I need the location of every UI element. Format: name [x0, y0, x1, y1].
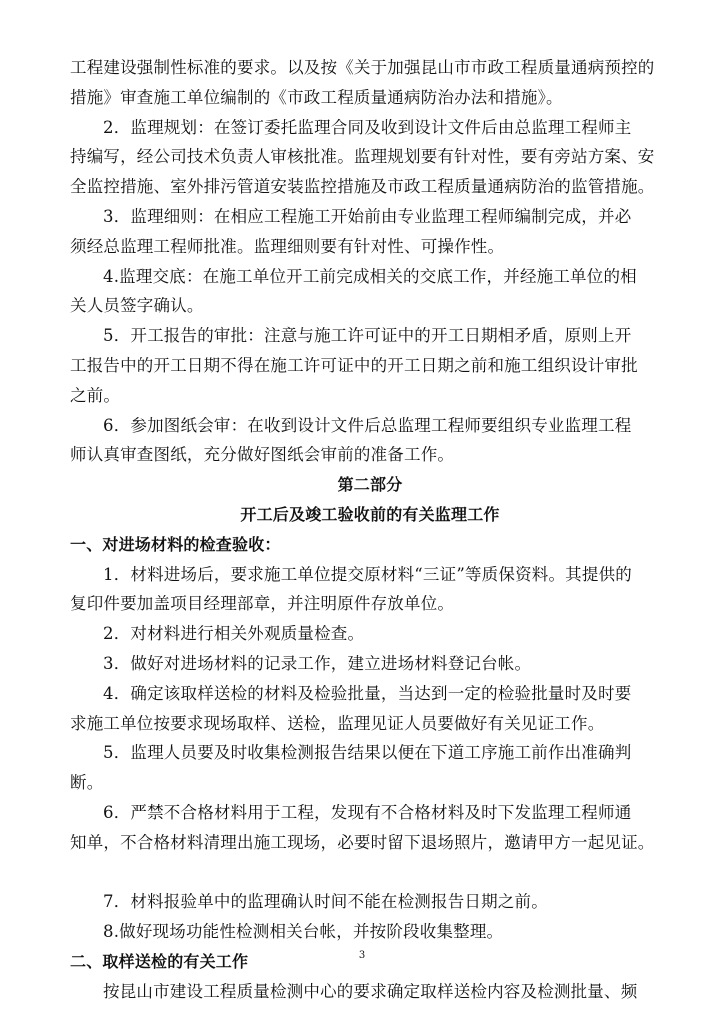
body-line: 1．材料进场后，要求施工单位提交原材料“三证”等质保资料。其提供的 [103, 564, 632, 584]
body-line: 全监控措施、室外排污管道安装监控措施及市政工程质量通病防治的监管措施。 [70, 177, 655, 197]
body-line: 之前。 [70, 385, 121, 405]
section-subtitle: 开工后及竣工验收前的有关监理工作 [240, 504, 500, 524]
body-line: 求施工单位按要求现场取样、送检，监理见证人员要做好有关见证工作。 [70, 713, 605, 733]
body-line: 关人员签字确认。 [70, 296, 204, 316]
body-line: 5．监理人员要及时收集检测报告结果以便在下道工序施工前作出准确判 [103, 743, 632, 763]
body-line: 师认真审查图纸，充分做好图纸会审前的准备工作。 [70, 445, 455, 465]
page-number: 3 [358, 950, 366, 961]
body-line: 须经总监理工程师批准。监理细则要有针对性、可操作性。 [70, 236, 505, 256]
body-line: 6．参加图纸会审：在收到设计文件后总监理工程师要组织专业监理工程 [103, 415, 632, 435]
section-title: 第二部分 [337, 475, 403, 495]
body-line: 按昆山市建设工程质量检测中心的要求确定取样送检内容及检测批量、频 [103, 981, 638, 1001]
section-heading: 二、取样送检的有关工作 [70, 951, 249, 971]
body-line: 2．对材料进行相关外观质量检查。 [103, 624, 365, 644]
body-line: 知单，不合格材料清理出施工现场，必要时留下退场照片，邀请甲方一起见证。 [70, 832, 655, 852]
body-line: 4.监理交底：在施工单位开工前完成相关的交底工作，并经施工单位的相 [103, 266, 637, 286]
body-line: 4．确定该取样送检的材料及检验批量，当达到一定的检验批量时及时要 [103, 683, 632, 703]
body-line: 8.做好现场功能性检测相关台帐，并按阶段收集整理。 [103, 922, 504, 942]
body-line: 断。 [70, 773, 104, 793]
blank-line [70, 858, 670, 888]
body-line: 3．监理细则：在相应工程施工开始前由专业监理工程师编制完成，并必 [103, 206, 632, 226]
body-line: 2．监理规划：在签订委托监理合同及收到设计文件后由总监理工程师主 [103, 117, 632, 137]
body-line: 复印件要加盖项目经理部章，并注明原件存放单位。 [70, 594, 455, 614]
body-line: 工报告中的开工日期不得在施工许可证中的开工日期之前和施工组织设计审批 [70, 355, 638, 375]
body-line: 6．严禁不合格材料用于工程，发现有不合格材料及时下发监理工程师通 [103, 802, 632, 822]
body-line: 7．材料报验单中的监理确认时间不能在检测报告日期之前。 [103, 892, 548, 912]
section-heading: 一、对进场材料的检查验收： [70, 534, 281, 554]
document-body [70, 53, 670, 1007]
body-line: 措施》审查施工单位编制的《市政工程质量通病防治办法和措施》。 [70, 87, 563, 107]
body-line: 3．做好对进场材料的记录工作，建立进场材料登记台帐。 [103, 653, 532, 673]
body-line: 工程建设强制性标准的要求。以及按《关于加强昆山市市政工程质量通病预控的 [70, 58, 655, 77]
body-line: 5．开工报告的审批：注意与施工许可证中的开工日期相矛盾，原则上开 [103, 326, 632, 346]
body-line: 持编写，经公司技术负责人审核批准。监理规划要有针对性，要有旁站方案、安 [70, 147, 655, 167]
